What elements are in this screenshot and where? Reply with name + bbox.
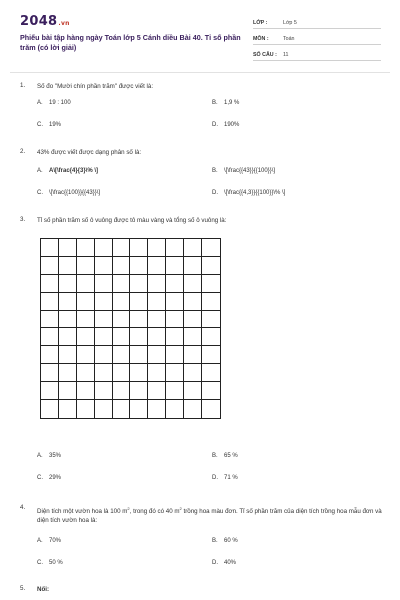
grid-cell: [130, 346, 148, 364]
question-text: Diện tích một vườn hoa là 100 $m^2$, trong đó có 40 $m^2$ trồng hoa màu đơn. Tỉ số phần trăm của diện tích trồng hoa mẫu đơn và diện tích vườn hoa là:: [37, 506, 382, 525]
grid-cell: [95, 275, 113, 293]
grid-cell: [202, 275, 220, 293]
grid-cell: [41, 400, 59, 418]
question-text: Nối:: [37, 586, 50, 593]
meta-subject-label: MÔN :: [253, 36, 269, 42]
question-4: [20, 504, 382, 567]
option-c[interactable]: C. 50 %: [37, 560, 63, 567]
grid-cell: [166, 382, 184, 400]
grid-cell: [166, 346, 184, 364]
grid-cell: [59, 364, 77, 382]
grid-cell: [202, 257, 220, 275]
grid-cell: [130, 311, 148, 329]
meta-grade-row: [253, 16, 381, 29]
question-number: 5.: [20, 585, 26, 592]
option-a[interactable]: A. 19 : 100: [37, 100, 71, 106]
grid-cell: [95, 328, 113, 346]
grid-cell: [59, 311, 77, 329]
option-d[interactable]: D. \[\frac{{4,3}}{{100}}\% \]: [212, 190, 286, 196]
grid-cell: [184, 293, 202, 311]
question-text: 43% được viết được dạng phân số là:: [37, 149, 142, 156]
grid-cell: [95, 346, 113, 364]
grid-cell: [113, 382, 131, 400]
grid-cell: [130, 257, 148, 275]
grid-cell: [41, 275, 59, 293]
meta-count-value: 11: [283, 52, 289, 58]
grid-cell: [166, 257, 184, 275]
grid-cell: [148, 400, 166, 418]
grid-cell: [113, 346, 131, 364]
grid-cell: [95, 311, 113, 329]
logo-text: 2048: [20, 14, 58, 29]
grid-cell: [130, 239, 148, 257]
worksheet-title: Phiếu bài tập hàng ngày Toán lớp 5 Cánh diều Bài 40. Tỉ số phần trăm (có lời giải): [20, 33, 241, 52]
grid-cell: [59, 382, 77, 400]
grid-cell: [59, 346, 77, 364]
grid-cell: [202, 346, 220, 364]
option-d[interactable]: D. 40%: [212, 560, 237, 567]
answer-options: [37, 91, 382, 128]
grid-cell: [148, 382, 166, 400]
grid-cell: [202, 328, 220, 346]
grid-cell: [41, 346, 59, 364]
grid-cell: [113, 328, 131, 346]
header-divider: [10, 72, 390, 73]
grid-cell: [41, 293, 59, 311]
site-logo[interactable]: [20, 14, 70, 29]
grid-cell: [184, 257, 202, 275]
grid-cell: [184, 275, 202, 293]
grid-cell: [202, 364, 220, 382]
grid-cell: [113, 293, 131, 311]
grid-cell: [130, 400, 148, 418]
question-number: 3.: [20, 216, 26, 223]
grid-cell: [202, 400, 220, 418]
grid-cell: [148, 346, 166, 364]
answer-options: [37, 157, 382, 196]
question-2: [20, 148, 382, 196]
grid-cell: [59, 328, 77, 346]
grid-cell: [202, 293, 220, 311]
question-number: 2.: [20, 148, 26, 155]
meta-subject-value: Toán: [283, 36, 295, 42]
grid-cell: [77, 275, 95, 293]
grid-cell: [148, 275, 166, 293]
option-d[interactable]: D. 190%: [212, 122, 240, 128]
meta-count-label: SỐ CÂU :: [253, 52, 277, 58]
meta-grade-value: Lớp 5: [283, 20, 297, 26]
grid-cell: [130, 275, 148, 293]
grid-cell: [41, 328, 59, 346]
option-b[interactable]: B. 60 %: [212, 538, 238, 545]
grid-cell: [113, 400, 131, 418]
grid-cell: [148, 257, 166, 275]
grid-cell: [77, 257, 95, 275]
option-d[interactable]: D. 71 %: [212, 475, 238, 481]
grid-cell: [77, 239, 95, 257]
question-text: Tỉ số phần trăm số ô vuông được tô màu vàng và tổng số ô vuông là:: [37, 217, 227, 224]
grid-cell: [59, 293, 77, 311]
grid-cell: [148, 364, 166, 382]
grid-cell: [184, 400, 202, 418]
grid-cell: [41, 257, 59, 275]
grid-cell: [113, 275, 131, 293]
grid-cell: [184, 382, 202, 400]
option-b[interactable]: B. 65 %: [212, 453, 238, 459]
option-b[interactable]: B. 1,9 %: [212, 100, 240, 106]
grid-cell: [95, 400, 113, 418]
grid-cell: [113, 311, 131, 329]
grid-cell: [202, 382, 220, 400]
worksheet-meta: [253, 16, 381, 64]
question-1: [20, 82, 382, 128]
grid-cell: [148, 293, 166, 311]
grid-cell: [184, 311, 202, 329]
grid-cell: [184, 328, 202, 346]
option-b[interactable]: B. \[\frac{{43}}{{100}}\]: [212, 168, 276, 174]
option-c[interactable]: C. 29%: [37, 475, 62, 481]
option-c[interactable]: C. \[\frac{{100}}{{43}}\]: [37, 190, 101, 196]
answer-options: [37, 453, 382, 483]
grid-cell: [77, 311, 95, 329]
grid-cell: [59, 257, 77, 275]
grid-cell: [59, 400, 77, 418]
meta-subject-row: [253, 32, 381, 45]
option-a[interactable]: A. 35%: [37, 453, 62, 459]
question-number: 1.: [20, 82, 26, 89]
question-5: [20, 585, 382, 594]
grid-cell: [130, 364, 148, 382]
grid-cell: [130, 382, 148, 400]
square-grid-figure: [40, 238, 221, 419]
question-3-options: [20, 453, 382, 483]
grid-cell: [166, 293, 184, 311]
question-text: Số đo "Mười chín phần trăm" được viết là:: [37, 83, 154, 90]
grid-cell: [95, 257, 113, 275]
grid-cell: [77, 400, 95, 418]
grid-cell: [41, 382, 59, 400]
grid-cell: [184, 239, 202, 257]
grid-cell: [148, 311, 166, 329]
grid-cell: [95, 364, 113, 382]
grid-cell: [166, 328, 184, 346]
meta-grade-label: LỚP :: [253, 20, 268, 26]
grid-cell: [166, 400, 184, 418]
grid-cell: [148, 239, 166, 257]
grid-cell: [77, 328, 95, 346]
grid-cell: [130, 328, 148, 346]
grid-cell: [202, 239, 220, 257]
grid-cell: [41, 311, 59, 329]
meta-count-row: [253, 48, 381, 61]
option-a[interactable]: A. A\[\frac{4}{3}\% \]: [37, 168, 99, 174]
grid-cell: [95, 293, 113, 311]
grid-cell: [41, 239, 59, 257]
grid-cell: [59, 239, 77, 257]
grid-cell: [77, 293, 95, 311]
option-c[interactable]: C. 19%: [37, 122, 62, 128]
grid-cell: [95, 239, 113, 257]
question-number: 4.: [20, 504, 26, 511]
grid-cell: [202, 311, 220, 329]
grid-cell: [95, 382, 113, 400]
grid-cell: [59, 275, 77, 293]
grid-cell: [184, 364, 202, 382]
grid-cell: [113, 364, 131, 382]
grid-cell: [130, 293, 148, 311]
logo-suffix: .vn: [58, 20, 70, 27]
option-a[interactable]: A. 70%: [37, 538, 62, 545]
grid-cell: [166, 311, 184, 329]
square-grid: [40, 238, 221, 419]
question-3: [20, 216, 382, 225]
grid-cell: [166, 239, 184, 257]
grid-cell: [184, 346, 202, 364]
grid-cell: [41, 364, 59, 382]
grid-cell: [113, 239, 131, 257]
grid-cell: [77, 382, 95, 400]
answer-options: [37, 525, 382, 567]
grid-cell: [77, 364, 95, 382]
grid-cell: [77, 346, 95, 364]
grid-cell: [148, 328, 166, 346]
grid-cell: [113, 257, 131, 275]
grid-cell: [166, 364, 184, 382]
grid-cell: [166, 275, 184, 293]
